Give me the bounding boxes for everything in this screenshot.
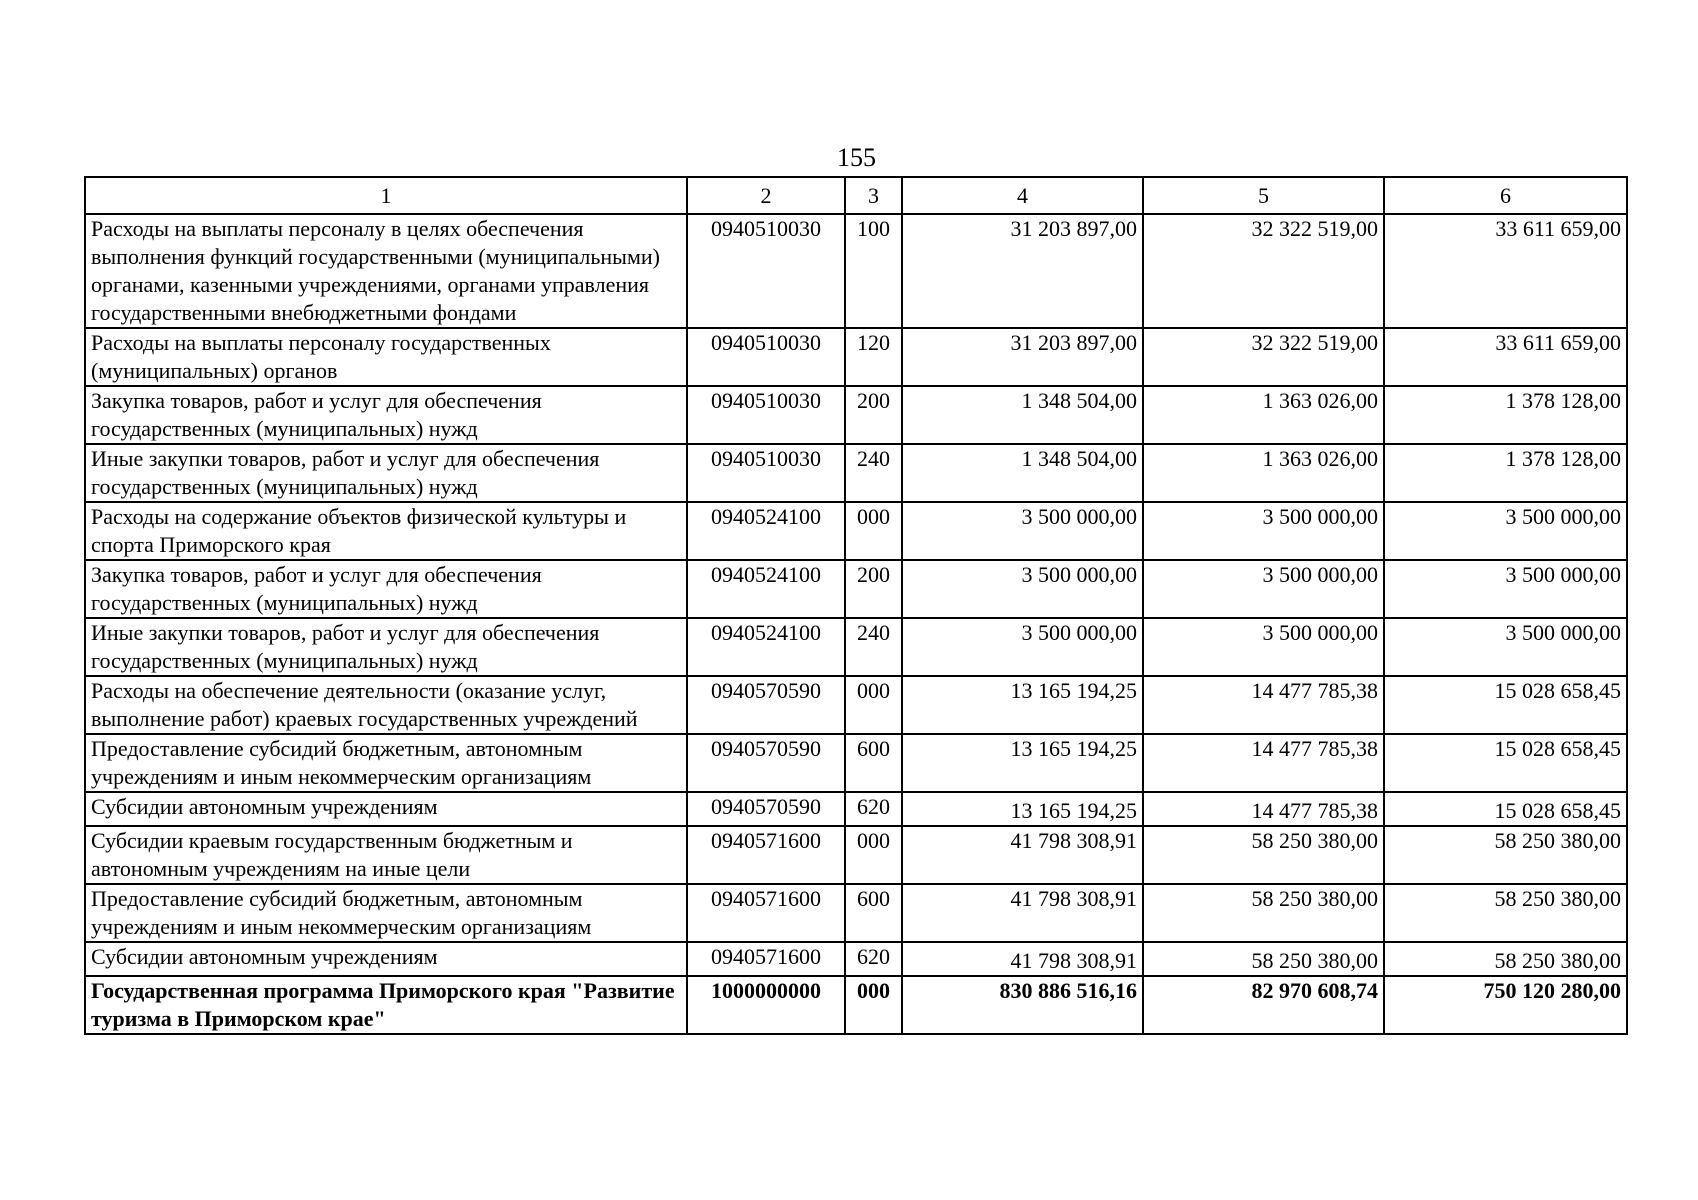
target-code-cell: 0940571600 xyxy=(687,942,845,976)
expense-name-cell: Закупка товаров, работ и услуг для обеспечения государственных (муниципальных) нужд xyxy=(85,386,687,444)
column-header: 4 xyxy=(902,177,1143,214)
amount-cell-col5: 32 322 519,00 xyxy=(1143,214,1384,328)
program-total-row xyxy=(85,976,1627,1034)
table-row xyxy=(85,884,1627,942)
amount-cell-col5: 3 500 000,00 xyxy=(1143,618,1384,676)
table-row xyxy=(85,502,1627,560)
amount-cell-col6: 3 500 000,00 xyxy=(1384,502,1627,560)
amount-cell-col4: 13 165 194,25 xyxy=(902,792,1143,826)
column-header: 6 xyxy=(1384,177,1627,214)
program-amount-col5: 82 970 608,74 xyxy=(1143,976,1384,1034)
expense-kind-cell: 240 xyxy=(845,444,902,502)
expense-kind-cell: 600 xyxy=(845,884,902,942)
table-row xyxy=(85,734,1627,792)
amount-cell-col5: 14 477 785,38 xyxy=(1143,792,1384,826)
program-code-cell: 1000000000 xyxy=(687,976,845,1034)
column-header: 5 xyxy=(1143,177,1384,214)
table-row xyxy=(85,792,1627,826)
target-code-cell: 0940570590 xyxy=(687,792,845,826)
expense-kind-cell: 120 xyxy=(845,328,902,386)
expense-kind-cell: 000 xyxy=(845,502,902,560)
amount-cell-col6: 33 611 659,00 xyxy=(1384,214,1627,328)
target-code-cell: 0940570590 xyxy=(687,734,845,792)
amount-cell-col6: 15 028 658,45 xyxy=(1384,792,1627,826)
target-code-cell: 0940510030 xyxy=(687,328,845,386)
amount-cell-col6: 58 250 380,00 xyxy=(1384,826,1627,884)
amount-cell-col5: 58 250 380,00 xyxy=(1143,884,1384,942)
amount-cell-col4: 3 500 000,00 xyxy=(902,502,1143,560)
column-header: 3 xyxy=(845,177,902,214)
table-row xyxy=(85,560,1627,618)
target-code-cell: 0940524100 xyxy=(687,618,845,676)
amount-cell-col5: 1 363 026,00 xyxy=(1143,444,1384,502)
expense-kind-cell: 600 xyxy=(845,734,902,792)
amount-cell-col6: 3 500 000,00 xyxy=(1384,618,1627,676)
expense-name-cell: Расходы на обеспечение деятельности (оказание услуг, выполнение работ) краевых государственных учреждений xyxy=(85,676,687,734)
expense-kind-cell: 620 xyxy=(845,792,902,826)
column-header: 2 xyxy=(687,177,845,214)
amount-cell-col4: 13 165 194,25 xyxy=(902,734,1143,792)
table-body xyxy=(85,214,1627,1034)
table-row xyxy=(85,618,1627,676)
amount-cell-col6: 58 250 380,00 xyxy=(1384,884,1627,942)
program-amount-col4: 830 886 516,16 xyxy=(902,976,1143,1034)
amount-cell-col5: 14 477 785,38 xyxy=(1143,734,1384,792)
expense-name-cell: Расходы на содержание объектов физической культуры и спорта Приморского края xyxy=(85,502,687,560)
amount-cell-col4: 1 348 504,00 xyxy=(902,386,1143,444)
amount-cell-col4: 3 500 000,00 xyxy=(902,560,1143,618)
table-row xyxy=(85,214,1627,328)
table-row xyxy=(85,826,1627,884)
amount-cell-col6: 15 028 658,45 xyxy=(1384,734,1627,792)
expense-name-cell: Закупка товаров, работ и услуг для обеспечения государственных (муниципальных) нужд xyxy=(85,560,687,618)
amount-cell-col4: 41 798 308,91 xyxy=(902,884,1143,942)
expense-name-cell: Предоставление субсидий бюджетным, автономным учреждениям и иным некоммерческим организациям xyxy=(85,734,687,792)
target-code-cell: 0940570590 xyxy=(687,676,845,734)
amount-cell-col6: 58 250 380,00 xyxy=(1384,942,1627,976)
target-code-cell: 0940510030 xyxy=(687,214,845,328)
amount-cell-col4: 41 798 308,91 xyxy=(902,942,1143,976)
target-code-cell: 0940510030 xyxy=(687,386,845,444)
expense-name-cell: Субсидии краевым государственным бюджетным и автономным учреждениям на иные цели xyxy=(85,826,687,884)
expense-kind-cell: 200 xyxy=(845,386,902,444)
target-code-cell: 0940510030 xyxy=(687,444,845,502)
expense-name-cell: Иные закупки товаров, работ и услуг для обеспечения государственных (муниципальных) нужд xyxy=(85,618,687,676)
amount-cell-col4: 31 203 897,00 xyxy=(902,214,1143,328)
expense-kind-cell: 000 xyxy=(845,676,902,734)
amount-cell-col5: 58 250 380,00 xyxy=(1143,826,1384,884)
amount-cell-col5: 32 322 519,00 xyxy=(1143,328,1384,386)
amount-cell-col4: 3 500 000,00 xyxy=(902,618,1143,676)
target-code-cell: 0940571600 xyxy=(687,884,845,942)
amount-cell-col5: 1 363 026,00 xyxy=(1143,386,1384,444)
budget-table xyxy=(84,176,1628,1035)
amount-cell-col4: 31 203 897,00 xyxy=(902,328,1143,386)
expense-kind-cell: 620 xyxy=(845,942,902,976)
amount-cell-col5: 14 477 785,38 xyxy=(1143,676,1384,734)
target-code-cell: 0940571600 xyxy=(687,826,845,884)
target-code-cell: 0940524100 xyxy=(687,560,845,618)
page-number: 155 xyxy=(837,143,876,172)
expense-name-cell: Субсидии автономным учреждениям xyxy=(85,792,687,826)
expense-name-cell: Иные закупки товаров, работ и услуг для обеспечения государственных (муниципальных) нужд xyxy=(85,444,687,502)
table-row xyxy=(85,444,1627,502)
expense-name-cell: Субсидии автономным учреждениям xyxy=(85,942,687,976)
table-row xyxy=(85,328,1627,386)
expense-kind-cell: 240 xyxy=(845,618,902,676)
amount-cell-col5: 3 500 000,00 xyxy=(1143,502,1384,560)
column-header: 1 xyxy=(85,177,687,214)
amount-cell-col5: 3 500 000,00 xyxy=(1143,560,1384,618)
amount-cell-col4: 13 165 194,25 xyxy=(902,676,1143,734)
column-number-row xyxy=(85,177,1627,214)
expense-kind-cell: 200 xyxy=(845,560,902,618)
expense-name-cell: Предоставление субсидий бюджетным, автономным учреждениям и иным некоммерческим организациям xyxy=(85,884,687,942)
amount-cell-col6: 15 028 658,45 xyxy=(1384,676,1627,734)
amount-cell-col6: 1 378 128,00 xyxy=(1384,444,1627,502)
expense-name-cell: Расходы на выплаты персоналу государственных (муниципальных) органов xyxy=(85,328,687,386)
table-row xyxy=(85,386,1627,444)
program-amount-col6: 750 120 280,00 xyxy=(1384,976,1627,1034)
program-kind-cell: 000 xyxy=(845,976,902,1034)
target-code-cell: 0940524100 xyxy=(687,502,845,560)
table-row xyxy=(85,676,1627,734)
expense-name-cell: Расходы на выплаты персоналу в целях обеспечения выполнения функций государственными (муниципальными) органами, казенными учреждениями, органами управления государственными внебюджетными фондами xyxy=(85,214,687,328)
amount-cell-col6: 1 378 128,00 xyxy=(1384,386,1627,444)
amount-cell-col6: 33 611 659,00 xyxy=(1384,328,1627,386)
table-row xyxy=(85,942,1627,976)
amount-cell-col5: 58 250 380,00 xyxy=(1143,942,1384,976)
expense-kind-cell: 100 xyxy=(845,214,902,328)
amount-cell-col4: 41 798 308,91 xyxy=(902,826,1143,884)
program-name-cell: Государственная программа Приморского края "Развитие туризма в Приморском крае" xyxy=(85,976,687,1034)
amount-cell-col4: 1 348 504,00 xyxy=(902,444,1143,502)
expense-kind-cell: 000 xyxy=(845,826,902,884)
amount-cell-col6: 3 500 000,00 xyxy=(1384,560,1627,618)
